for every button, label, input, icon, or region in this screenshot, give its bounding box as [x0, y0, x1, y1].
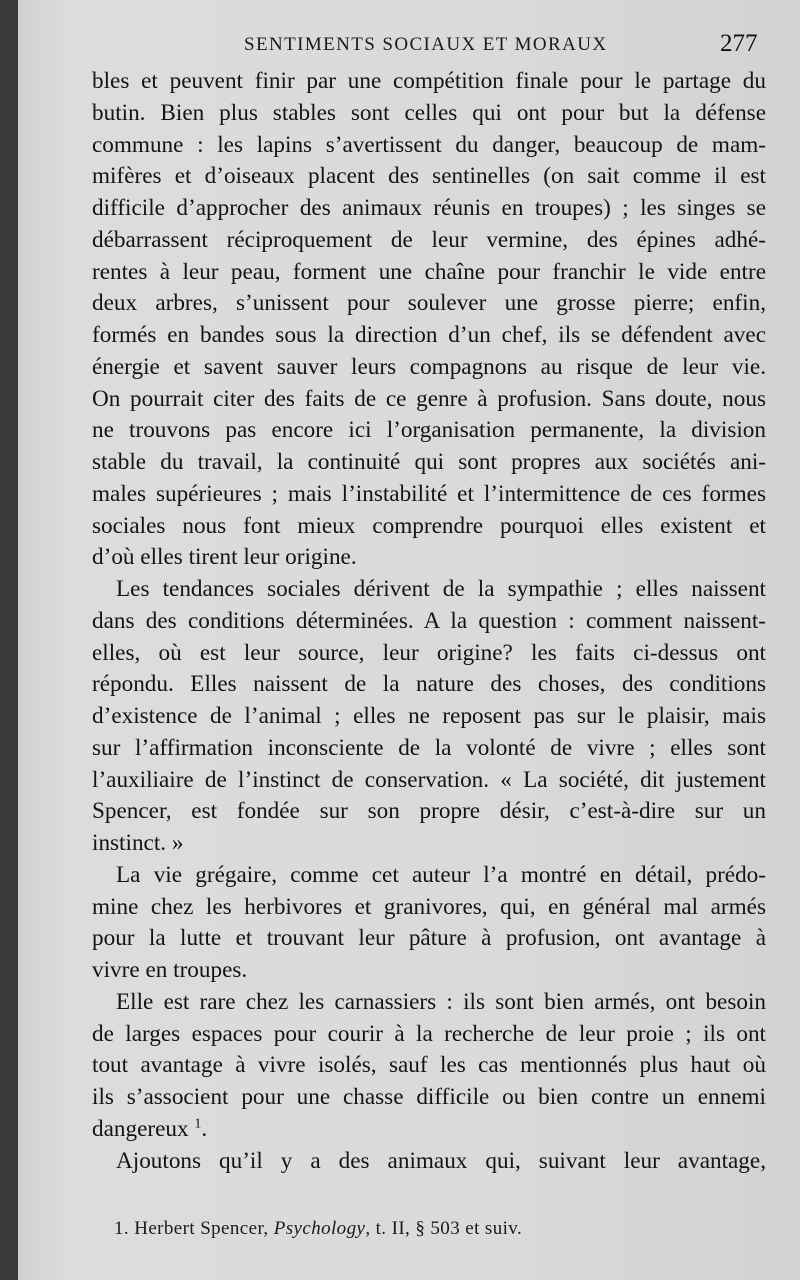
footnote-reference[interactable]: 1 — [194, 1116, 202, 1132]
text-line: Ajoutons qu’il y a des animaux qui, suivant leur avantage, — [116, 1147, 766, 1174]
running-head: SENTIMENTS SOCIAUX ET MORAUX — [244, 34, 608, 55]
text-line: commune : les lapins s’avertissent du danger, beaucoup de mam- — [92, 131, 766, 158]
text-line: Spencer, est fondée sur son propre désir, c’est-à-dire sur un — [92, 798, 766, 825]
text-line: formés en bandes sous la direction d’un chef, ils se défendent avec — [92, 322, 766, 348]
footnote-number: 1. — [114, 1218, 130, 1239]
text-line: débarrassent réciproquement de leur vermine, des épines adhé- — [92, 226, 766, 253]
text-line: vivre en troupes. — [92, 957, 248, 983]
text-line: ils s’associent pour une chasse difficile ou bien contre un ennemi — [92, 1084, 766, 1110]
text-line: La vie grégaire, comme cet auteur l’a montré en détail, prédo- — [116, 861, 766, 888]
page-header — [18, 30, 800, 62]
text-line: bles et peuvent finir par une compétition finale pour le partage du — [92, 68, 766, 94]
text-line: d’où elles tirent leur origine. — [92, 544, 357, 571]
text-line: Elle est rare chez les carnassiers : ils sont bien armés, ont besoin — [116, 988, 766, 1015]
text-line: mine chez les herbivores et granivores, qui, en général mal armés — [92, 893, 766, 920]
text-line: deux arbres, s’unissent pour soulever une grosse pierre; enfin, — [92, 290, 766, 317]
text-line: de larges espaces pour courir à la recherche de leur proie ; ils ont — [92, 1020, 766, 1047]
text-line: répondu. Elles naissent de la nature des choses, des conditions — [92, 671, 766, 698]
text-line: l’auxiliaire de l’instinct de conservation. « La société, dit justement — [92, 766, 766, 793]
sentence-end: . — [201, 1115, 208, 1142]
text-line: dans des conditions déterminées. A la question : comment naissent- — [92, 607, 766, 634]
book-page — [18, 0, 800, 1280]
text-line: pour la lutte et trouvant leur pâture à profusion, ont avantage à — [92, 925, 766, 952]
text-line: dangereux — [92, 1115, 189, 1142]
footnote — [114, 1218, 522, 1240]
text-line: mifères et d’oiseaux placent des sentinelles (on sait comme il est — [92, 163, 766, 190]
text-line: sociales nous font mieux comprendre pourquoi elles existent et — [92, 512, 766, 539]
text-line: d’existence de l’animal ; elles ne reposent pas sur le plaisir, mais — [92, 703, 766, 729]
footnote-author: Herbert Spencer, — [134, 1218, 269, 1239]
body-text — [92, 66, 766, 1177]
text-line-with-footnote-ref — [92, 1114, 766, 1146]
footnote-title: Psychology — [273, 1218, 366, 1239]
page-number: 277 — [720, 30, 758, 57]
text-line: sur l’affirmation inconsciente de la volonté de vivre ; elles sont — [92, 734, 766, 761]
text-line: difficile d’approcher des animaux réunis en troupes) ; les singes se — [92, 195, 766, 221]
text-line: butin. Bien plus stables sont celles qui ont pour but la défense — [92, 99, 766, 126]
text-line: males supérieures ; mais l’instabilité et l’intermittence de ces formes — [92, 480, 766, 507]
text-line: rentes à leur peau, forment une chaîne pour franchir le vide entre — [92, 258, 766, 285]
text-line: stable du travail, la continuité qui sont propres aux sociétés ani- — [92, 449, 766, 475]
text-line: ne trouvons pas encore ici l’organisation permanente, la division — [92, 417, 766, 444]
footnote-reference-details: , t. II, § 503 et suiv. — [365, 1218, 523, 1239]
text-line: elles, où est leur source, leur origine? les faits ci-dessus ont — [92, 639, 766, 666]
text-line: énergie et savent sauver leurs compagnons au risque de leur vie. — [92, 353, 766, 380]
text-line: On pourrait citer des faits de ce genre à profusion. Sans doute, nous — [92, 385, 766, 412]
text-line: instinct. » — [92, 830, 184, 856]
text-line: Les tendances sociales dérivent de la sympathie ; elles naissent — [116, 576, 766, 602]
text-line: tout avantage à vivre isolés, sauf les cas mentionnés plus haut où — [92, 1052, 766, 1079]
